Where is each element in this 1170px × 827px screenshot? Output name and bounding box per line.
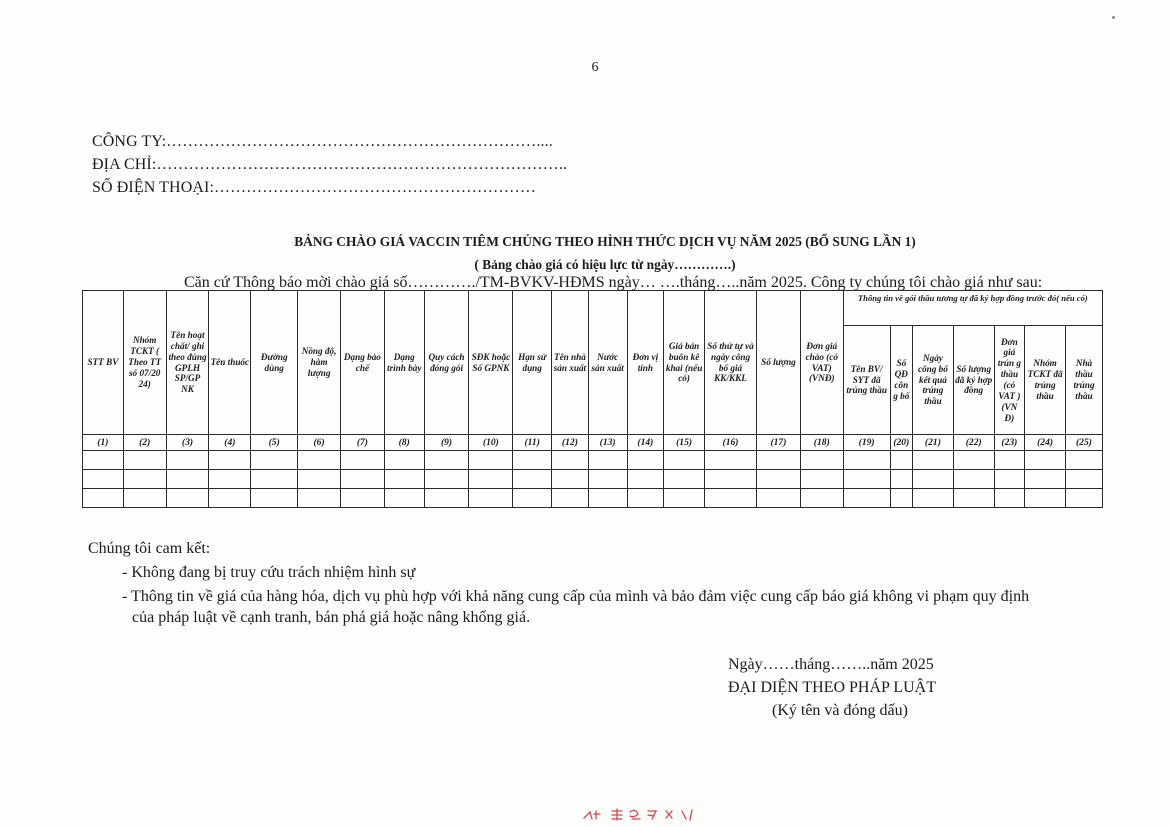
table-cell[interactable] xyxy=(800,451,843,470)
column-number-row xyxy=(83,435,1103,451)
table-cell[interactable] xyxy=(1025,451,1066,470)
table-header-row xyxy=(83,291,1103,326)
table-cell[interactable] xyxy=(424,451,469,470)
table-cell[interactable] xyxy=(994,470,1025,489)
subcolumn-header: Tên BV/ SYT đã trúng thầu xyxy=(843,326,890,435)
table-cell[interactable] xyxy=(209,489,251,508)
subcolumn-header: Nhà thầu trúng thầu xyxy=(1065,326,1102,435)
column-number: (1) xyxy=(83,435,124,451)
table-cell[interactable] xyxy=(1065,489,1102,508)
column-number: (10) xyxy=(469,435,513,451)
table-cell[interactable] xyxy=(705,451,757,470)
table-cell[interactable] xyxy=(209,470,251,489)
table-cell[interactable] xyxy=(705,470,757,489)
table-cell[interactable] xyxy=(424,470,469,489)
table-body xyxy=(83,435,1103,508)
table-cell[interactable] xyxy=(83,470,124,489)
column-header: SĐK hoặc Số GPNK xyxy=(469,291,513,435)
subcolumn-header: Số QĐ côn g bố xyxy=(890,326,912,435)
column-number: (24) xyxy=(1025,435,1066,451)
table-cell[interactable] xyxy=(664,470,705,489)
column-number: (17) xyxy=(757,435,801,451)
table-cell[interactable] xyxy=(251,489,298,508)
table-cell[interactable] xyxy=(340,470,384,489)
table-cell[interactable] xyxy=(513,470,552,489)
column-number: (12) xyxy=(552,435,589,451)
column-number: (2) xyxy=(123,435,166,451)
column-number: (14) xyxy=(627,435,664,451)
table-cell[interactable] xyxy=(890,451,912,470)
table-cell[interactable] xyxy=(664,451,705,470)
column-header: Đơn vị tính xyxy=(627,291,664,435)
scan-speck xyxy=(1112,16,1115,19)
table-cell[interactable] xyxy=(994,489,1025,508)
subcolumn-header: Nhóm TCKT đã trúng thầu xyxy=(1025,326,1066,435)
table-cell[interactable] xyxy=(588,451,627,470)
column-header: Giá bán buôn kê khai (nếu có) xyxy=(664,291,705,435)
column-number: (23) xyxy=(994,435,1025,451)
table-cell[interactable] xyxy=(664,489,705,508)
price-table xyxy=(82,290,1103,508)
table-cell[interactable] xyxy=(890,489,912,508)
table-cell[interactable] xyxy=(843,470,890,489)
group-header: Thông tin về gói thầu tương tự đã ký hợp đồng trước đó( nếu có) xyxy=(843,291,1102,326)
document-subtitle: ( Bảng chào giá có hiệu lực từ ngày………….) xyxy=(474,257,736,272)
table-cell[interactable] xyxy=(469,451,513,470)
phone-line: SỐ ĐIỆN THOẠI:…………………………………………………… xyxy=(92,179,536,196)
table-cell[interactable] xyxy=(340,451,384,470)
handwritten-mark xyxy=(582,806,702,824)
column-number: (13) xyxy=(588,435,627,451)
column-number: (20) xyxy=(890,435,912,451)
table-row xyxy=(83,451,1103,470)
company-line: CÔNG TY:…………………………………………………………….... xyxy=(92,133,553,150)
table-cell[interactable] xyxy=(251,470,298,489)
table-cell[interactable] xyxy=(1025,489,1066,508)
column-header: Quy cách đóng gói xyxy=(424,291,469,435)
table-cell[interactable] xyxy=(384,470,424,489)
column-number: (7) xyxy=(340,435,384,451)
table-cell[interactable] xyxy=(552,470,589,489)
table-cell[interactable] xyxy=(123,451,166,470)
column-number: (5) xyxy=(251,435,298,451)
table-cell[interactable] xyxy=(913,470,954,489)
column-number: (25) xyxy=(1065,435,1102,451)
table-cell[interactable] xyxy=(469,489,513,508)
table-cell[interactable] xyxy=(757,489,801,508)
table-cell[interactable] xyxy=(757,470,801,489)
column-number: (16) xyxy=(705,435,757,451)
document-title: BẢNG CHÀO GIÁ VACCIN TIÊM CHỦNG THEO HÌNH THỨC DỊCH VỤ NĂM 2025 (BỔ SUNG LẦN 1) xyxy=(294,234,916,249)
table-cell[interactable] xyxy=(552,489,589,508)
column-header: Nồng độ, hàm lượng xyxy=(298,291,341,435)
column-header: STT BV xyxy=(83,291,124,435)
table-cell[interactable] xyxy=(1065,470,1102,489)
column-header: Tên thuốc xyxy=(209,291,251,435)
table-cell[interactable] xyxy=(166,470,209,489)
column-header: Dạng bào chế xyxy=(340,291,384,435)
column-header: Số lượng xyxy=(757,291,801,435)
commitment-title: Chúng tôi cam kết: xyxy=(88,540,211,557)
commitment-bullet-2-continuation: của pháp luật về cạnh tranh, bán phá giá hoặc nâng khống giá. xyxy=(132,609,531,626)
table-cell[interactable] xyxy=(513,489,552,508)
column-number: (15) xyxy=(664,435,705,451)
table-cell[interactable] xyxy=(424,489,469,508)
column-header: Dạng trình bày xyxy=(384,291,424,435)
table-cell[interactable] xyxy=(757,451,801,470)
column-number: (8) xyxy=(384,435,424,451)
column-header: Số thứ tự và ngày công bố giá KK/KKL xyxy=(705,291,757,435)
table-cell[interactable] xyxy=(340,489,384,508)
table-cell[interactable] xyxy=(298,470,341,489)
table-row xyxy=(83,470,1103,489)
table-cell[interactable] xyxy=(552,451,589,470)
column-number: (11) xyxy=(513,435,552,451)
table-cell[interactable] xyxy=(994,451,1025,470)
column-number: (22) xyxy=(953,435,994,451)
column-header: Đường dùng xyxy=(251,291,298,435)
table-cell[interactable] xyxy=(953,470,994,489)
column-number: (6) xyxy=(298,435,341,451)
table-cell[interactable] xyxy=(1025,470,1066,489)
table-cell[interactable] xyxy=(890,470,912,489)
table-cell[interactable] xyxy=(588,470,627,489)
column-header: Đơn giá chào (có VAT) (VNĐ) xyxy=(800,291,843,435)
table-cell[interactable] xyxy=(384,451,424,470)
column-number: (4) xyxy=(209,435,251,451)
table-cell[interactable] xyxy=(1065,451,1102,470)
table-cell[interactable] xyxy=(913,489,954,508)
page-number: 6 xyxy=(591,60,599,75)
column-number: (18) xyxy=(800,435,843,451)
table-cell[interactable] xyxy=(588,489,627,508)
signature-date-line: Ngày……tháng……..năm 2025 xyxy=(728,656,934,673)
table-cell[interactable] xyxy=(123,470,166,489)
table-cell[interactable] xyxy=(384,489,424,508)
table-cell[interactable] xyxy=(513,451,552,470)
table-cell[interactable] xyxy=(251,451,298,470)
column-header: Nước sản xuất xyxy=(588,291,627,435)
table-cell[interactable] xyxy=(953,451,994,470)
column-header: Tên hoạt chất/ ghi theo đúng GPLH SP/GP NK xyxy=(166,291,209,435)
table-cell[interactable] xyxy=(627,489,664,508)
table-cell[interactable] xyxy=(913,451,954,470)
column-number: (19) xyxy=(843,435,890,451)
column-header: Nhóm TCKT ( Theo TT số 07/20 24) xyxy=(123,291,166,435)
table-cell[interactable] xyxy=(843,489,890,508)
address-line: ĐỊA CHỈ:………………………………………………………………….. xyxy=(92,156,568,173)
table-cell[interactable] xyxy=(83,451,124,470)
table-cell[interactable] xyxy=(166,489,209,508)
table-cell[interactable] xyxy=(953,489,994,508)
table-cell[interactable] xyxy=(123,489,166,508)
column-number: (3) xyxy=(166,435,209,451)
table-cell[interactable] xyxy=(166,451,209,470)
table-cell[interactable] xyxy=(627,470,664,489)
column-number: (21) xyxy=(913,435,954,451)
table-cell[interactable] xyxy=(298,489,341,508)
table-cell[interactable] xyxy=(209,451,251,470)
subcolumn-header: Đơn giá trún g thầu (có VAT ) (VN Đ) xyxy=(994,326,1025,435)
signature-note: (Ký tên và đóng dấu) xyxy=(772,702,908,719)
table-cell[interactable] xyxy=(800,470,843,489)
table-row xyxy=(83,489,1103,508)
commitment-bullet-1: - Không đang bị truy cứu trách nhiệm hình sự xyxy=(122,564,416,581)
table-cell[interactable] xyxy=(627,451,664,470)
subcolumn-header: Số lượng đã ký hợp đồng xyxy=(953,326,994,435)
intro-line: Căn cứ Thông báo mời chào giá số…………./TM-BVKV-HĐMS ngày… ….tháng…..năm 2025. Công ty chúng tôi chào giá như sau: xyxy=(184,274,1043,291)
table-cell[interactable] xyxy=(83,489,124,508)
signature-title: ĐẠI DIỆN THEO PHÁP LUẬT xyxy=(728,679,936,696)
column-header: Hạn sử dụng xyxy=(513,291,552,435)
table-cell[interactable] xyxy=(800,489,843,508)
table-cell[interactable] xyxy=(298,451,341,470)
column-number: (9) xyxy=(424,435,469,451)
column-header: Tên nhà sản xuất xyxy=(552,291,589,435)
table-cell[interactable] xyxy=(469,470,513,489)
subcolumn-header: Ngày công bố kết quả trúng thầu xyxy=(913,326,954,435)
commitment-bullet-2: - Thông tin về giá của hàng hóa, dịch vụ phù hợp với khả năng cung cấp của mình và bảo đảm việc cung cấp báo giá không vi phạm quy định xyxy=(122,588,1030,605)
table-cell[interactable] xyxy=(843,451,890,470)
table-cell[interactable] xyxy=(705,489,757,508)
